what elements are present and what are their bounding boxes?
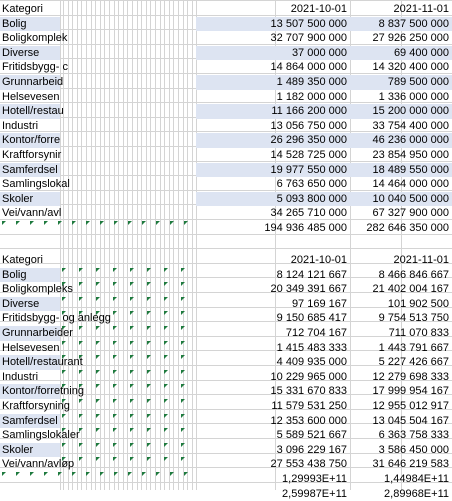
error-indicator-icon: [62, 428, 66, 432]
error-indicator-icon: [128, 472, 132, 476]
error-indicator-icon: [164, 311, 168, 315]
error-indicator-icon: [96, 341, 100, 345]
total-cell-1[interactable]: 194 936 485 000: [264, 222, 347, 234]
error-indicator-icon: [147, 297, 151, 301]
total-cell-2[interactable]: 2,89968E+11: [384, 487, 449, 500]
error-indicator-icon: [2, 472, 6, 476]
error-indicator-icon: [181, 326, 185, 330]
value-cell-2[interactable]: 789 500 000: [350, 75, 452, 90]
table-row[interactable]: [0, 370, 452, 385]
error-indicator-icon: [147, 384, 151, 388]
category-cell[interactable]: Bolig: [0, 17, 60, 32]
value-cell-2[interactable]: 18 489 550 000: [350, 163, 452, 178]
error-indicator-icon: [62, 355, 66, 359]
value-cell-1[interactable]: 12 353 600 000: [270, 414, 347, 427]
error-indicator-icon: [79, 414, 83, 418]
value-cell-2[interactable]: 101 902 500: [387, 297, 449, 310]
table-row[interactable]: [0, 399, 452, 414]
error-indicator-icon: [184, 472, 188, 476]
error-indicator-icon: [147, 326, 151, 330]
error-indicator-icon: [100, 472, 104, 476]
value-cell-1[interactable]: 27 553 438 750: [270, 458, 347, 471]
error-indicator-icon: [147, 311, 151, 315]
category-cell[interactable]: Diverse: [0, 46, 60, 61]
error-indicator-icon: [156, 221, 160, 225]
error-indicator-icon: [113, 282, 117, 286]
value-cell-2[interactable]: 23 854 950 000: [372, 149, 449, 161]
value-cell-2[interactable]: 14 320 400 000: [372, 61, 449, 74]
error-indicator-icon: [130, 443, 134, 447]
error-indicator-icon: [79, 370, 83, 374]
error-indicator-icon: [79, 457, 83, 461]
error-indicator-icon: [128, 221, 132, 225]
value-cell-2[interactable]: 9 754 513 750: [378, 312, 449, 325]
value-cell-2[interactable]: 31 646 219 583: [372, 458, 449, 471]
error-indicator-icon: [164, 355, 168, 359]
table-row[interactable]: [0, 104, 452, 119]
value-cell-2[interactable]: 17 999 954 167: [372, 385, 449, 398]
value-cell-1[interactable]: 37 000 000: [196, 46, 350, 61]
category-cell[interactable]: Grunnarbeider: [2, 327, 73, 339]
header-row[interactable]: [0, 2, 452, 17]
error-indicator-icon: [130, 268, 134, 272]
error-indicator-icon: [96, 399, 100, 403]
category-cell[interactable]: Kontor/forre: [2, 134, 61, 147]
error-indicator-icon: [164, 297, 168, 301]
error-indicator-icon: [62, 282, 66, 286]
error-indicator-icon: [130, 457, 134, 461]
error-indicator-icon: [62, 443, 66, 447]
error-indicator-icon: [113, 326, 117, 330]
error-indicator-icon: [164, 282, 168, 286]
error-indicator-icon: [62, 341, 66, 345]
error-indicator-icon: [96, 384, 100, 388]
error-indicator-icon: [79, 355, 83, 359]
table-row[interactable]: [0, 443, 452, 458]
category-cell[interactable]: Samlingslokaler: [2, 429, 80, 442]
error-indicator-icon: [86, 221, 90, 225]
table-row[interactable]: [0, 384, 452, 399]
error-indicator-icon: [147, 414, 151, 418]
table-row[interactable]: [0, 119, 452, 134]
table-row[interactable]: [0, 326, 452, 341]
error-indicator-icon: [113, 399, 117, 403]
table-row[interactable]: [0, 60, 452, 75]
category-cell[interactable]: Diverse: [0, 297, 60, 312]
error-indicator-icon: [62, 370, 66, 374]
error-indicator-icon: [170, 472, 174, 476]
category-cell[interactable]: Hotell/restaurant: [2, 356, 83, 369]
error-indicator-icon: [181, 370, 185, 374]
table-row[interactable]: [0, 17, 452, 32]
error-indicator-icon: [130, 414, 134, 418]
category-cell[interactable]: Kraftforsynir: [2, 149, 62, 161]
table-row[interactable]: [0, 282, 452, 297]
error-indicator-icon: [79, 341, 83, 345]
error-indicator-icon: [79, 311, 83, 315]
error-indicator-icon: [96, 326, 100, 330]
table-row[interactable]: [0, 133, 452, 148]
category-cell[interactable]: Kraftforsyning: [2, 400, 70, 412]
category-cell[interactable]: Fritidsbygg- og anlegg: [2, 312, 111, 325]
category-cell[interactable]: Samferdsel: [0, 163, 60, 178]
value-cell-1[interactable]: 26 296 350 000: [196, 133, 350, 148]
header-date-2[interactable]: 2021-11-01: [393, 254, 449, 266]
error-indicator-icon: [96, 443, 100, 447]
gridline-horizontal: [0, 0, 452, 1]
error-indicator-icon: [62, 326, 66, 330]
error-indicator-icon: [86, 472, 90, 476]
category-cell[interactable]: Kontor/forretning: [2, 385, 84, 398]
table-row[interactable]: [0, 341, 452, 356]
table-row[interactable]: [0, 355, 452, 370]
table-row[interactable]: [0, 414, 452, 429]
error-indicator-icon: [130, 341, 134, 345]
error-indicator-icon: [113, 341, 117, 345]
value-cell-2[interactable]: 14 464 000 000: [372, 178, 449, 191]
error-indicator-icon: [62, 399, 66, 403]
error-indicator-icon: [130, 428, 134, 432]
value-cell-1[interactable]: 6 763 650 000: [276, 178, 347, 191]
error-indicator-icon: [79, 384, 83, 388]
table-row[interactable]: [0, 148, 452, 163]
header-row[interactable]: [0, 253, 452, 268]
error-indicator-icon: [44, 472, 48, 476]
value-cell-1[interactable]: 712 704 167: [285, 327, 347, 339]
error-indicator-icon: [142, 221, 146, 225]
value-cell-1[interactable]: 13 056 750 000: [270, 119, 347, 132]
table-row[interactable]: [0, 75, 452, 90]
total-row[interactable]: [0, 472, 452, 487]
category-cell[interactable]: Boligkompleks: [2, 283, 73, 296]
error-indicator-icon: [142, 472, 146, 476]
value-cell-2[interactable]: 69 400 000: [350, 46, 452, 61]
error-indicator-icon: [79, 282, 83, 286]
table-row[interactable]: [0, 192, 452, 207]
error-indicator-icon: [113, 384, 117, 388]
value-cell-1[interactable]: 15 331 670 833: [270, 385, 347, 398]
error-indicator-icon: [181, 414, 185, 418]
value-cell-2[interactable]: 10 040 500 000: [350, 192, 452, 207]
error-indicator-icon: [79, 268, 83, 272]
category-cell[interactable]: Helsevesen: [2, 341, 60, 354]
table-row[interactable]: [0, 177, 452, 192]
category-cell[interactable]: Boligkomplek: [2, 32, 68, 45]
category-cell[interactable]: Samferdsel: [0, 414, 60, 429]
error-indicator-icon: [147, 457, 151, 461]
error-indicator-icon: [113, 311, 117, 315]
error-indicator-icon: [164, 370, 168, 374]
value-cell-1[interactable]: 1 415 483 333: [276, 341, 347, 354]
header-date-2[interactable]: 2021-11-01: [393, 3, 449, 15]
error-indicator-icon: [62, 297, 66, 301]
error-indicator-icon: [156, 472, 160, 476]
value-cell-1[interactable]: 97 169 167: [291, 297, 347, 310]
category-cell[interactable]: Bolig: [0, 268, 60, 283]
value-cell-2[interactable]: 8 837 500 000: [350, 17, 452, 32]
value-cell-1[interactable]: 34 265 710 000: [270, 207, 347, 220]
error-indicator-icon: [181, 355, 185, 359]
value-cell-2[interactable]: 1 336 000 000: [378, 90, 449, 103]
category-cell[interactable]: Industri: [2, 370, 39, 383]
error-indicator-icon: [79, 443, 83, 447]
value-cell-1[interactable]: 8 124 121 667: [276, 268, 347, 281]
value-cell-1[interactable]: 9 150 685 417: [276, 312, 347, 325]
error-indicator-icon: [30, 472, 34, 476]
error-indicator-icon: [62, 384, 66, 388]
error-indicator-icon: [44, 221, 48, 225]
error-indicator-icon: [181, 282, 185, 286]
error-indicator-icon: [96, 268, 100, 272]
error-indicator-icon: [181, 268, 185, 272]
error-indicator-icon: [114, 221, 118, 225]
error-indicator-icon: [147, 399, 151, 403]
error-indicator-icon: [147, 268, 151, 272]
error-indicator-icon: [113, 428, 117, 432]
value-cell-1[interactable]: 11 166 200 000: [196, 104, 350, 119]
error-indicator-icon: [16, 221, 20, 225]
error-indicator-icon: [164, 326, 168, 330]
error-indicator-icon: [113, 457, 117, 461]
error-indicator-icon: [113, 443, 117, 447]
header-category[interactable]: Kategori: [2, 3, 43, 15]
error-indicator-icon: [16, 472, 20, 476]
error-indicator-icon: [130, 355, 134, 359]
error-indicator-icon: [164, 399, 168, 403]
error-indicator-icon: [130, 384, 134, 388]
error-indicator-icon: [30, 221, 34, 225]
error-indicator-icon: [2, 221, 6, 225]
error-indicator-icon: [130, 326, 134, 330]
value-cell-1[interactable]: 20 349 391 667: [270, 283, 347, 296]
error-indicator-icon: [164, 384, 168, 388]
error-indicator-icon: [164, 341, 168, 345]
category-cell[interactable]: Grunnarbeid: [2, 76, 64, 88]
total-row[interactable]: [0, 221, 452, 236]
category-cell[interactable]: Vei/vann/avløp: [2, 458, 75, 471]
total-cell-2[interactable]: 282 646 350 000: [366, 222, 449, 234]
error-indicator-icon: [170, 221, 174, 225]
value-cell-2[interactable]: 3 586 450 000: [378, 443, 449, 456]
value-cell-2[interactable]: 12 279 698 333: [372, 370, 449, 383]
total-cell-2[interactable]: 1,44984E+11: [384, 473, 449, 485]
error-indicator-icon: [181, 399, 185, 403]
error-indicator-icon: [181, 457, 185, 461]
value-cell-1[interactable]: 5 093 800 000: [196, 192, 350, 207]
value-cell-2[interactable]: 15 200 000 000: [350, 104, 452, 119]
error-indicator-icon: [72, 221, 76, 225]
value-cell-2[interactable]: 711 070 833: [388, 327, 449, 339]
error-indicator-icon: [181, 443, 185, 447]
total-cell-1[interactable]: 1,29993E+11: [282, 473, 347, 485]
error-indicator-icon: [62, 457, 66, 461]
value-cell-1[interactable]: 1 489 350 000: [196, 75, 350, 90]
error-indicator-icon: [164, 428, 168, 432]
error-indicator-icon: [130, 311, 134, 315]
value-cell-2[interactable]: 13 045 504 167: [372, 414, 449, 427]
error-indicator-icon: [79, 326, 83, 330]
error-indicator-icon: [113, 414, 117, 418]
header-date-1[interactable]: 2021-10-01: [290, 254, 347, 266]
value-cell-2[interactable]: 8 466 846 667: [378, 268, 449, 281]
gridline-horizontal: [0, 248, 452, 249]
error-indicator-icon: [58, 472, 62, 476]
value-cell-1[interactable]: 3 096 229 167: [276, 443, 347, 456]
table-row[interactable]: [0, 311, 452, 326]
error-indicator-icon: [96, 457, 100, 461]
table-row[interactable]: [0, 457, 452, 472]
error-indicator-icon: [96, 355, 100, 359]
table-row[interactable]: [0, 46, 452, 61]
value-cell-2[interactable]: 12 955 012 917: [372, 400, 449, 412]
error-indicator-icon: [79, 297, 83, 301]
error-indicator-icon: [147, 355, 151, 359]
category-cell[interactable]: Fritidsbygg- c: [2, 61, 69, 74]
error-indicator-icon: [62, 311, 66, 315]
value-cell-1[interactable]: 5 589 521 667: [276, 429, 347, 442]
value-cell-1[interactable]: 32 707 900 000: [270, 32, 347, 45]
category-cell[interactable]: Helsevesen: [2, 90, 60, 103]
error-indicator-icon: [96, 282, 100, 286]
value-cell-2[interactable]: 27 926 250 000: [372, 32, 449, 45]
error-indicator-icon: [130, 370, 134, 374]
error-indicator-icon: [113, 268, 117, 272]
error-indicator-icon: [130, 282, 134, 286]
error-indicator-icon: [147, 341, 151, 345]
error-indicator-icon: [96, 428, 100, 432]
category-cell[interactable]: Samlingslokal: [2, 178, 70, 191]
header-category[interactable]: Kategori: [2, 254, 43, 266]
error-indicator-icon: [181, 341, 185, 345]
error-indicator-icon: [96, 311, 100, 315]
error-indicator-icon: [79, 428, 83, 432]
value-cell-1[interactable]: 10 229 965 000: [270, 370, 347, 383]
table-row[interactable]: [0, 163, 452, 178]
error-indicator-icon: [130, 399, 134, 403]
error-indicator-icon: [62, 268, 66, 272]
header-date-1[interactable]: 2021-10-01: [290, 3, 347, 15]
error-indicator-icon: [181, 311, 185, 315]
category-cell[interactable]: Industri: [2, 119, 39, 132]
value-cell-2[interactable]: 46 236 000 000: [350, 133, 452, 148]
total-row[interactable]: [0, 487, 452, 501]
value-cell-2[interactable]: 5 227 426 667: [378, 356, 449, 369]
error-indicator-icon: [164, 443, 168, 447]
table-row[interactable]: [0, 268, 452, 283]
error-indicator-icon: [147, 428, 151, 432]
error-indicator-icon: [96, 297, 100, 301]
error-indicator-icon: [58, 221, 62, 225]
error-indicator-icon: [113, 370, 117, 374]
error-indicator-icon: [181, 297, 185, 301]
value-cell-2[interactable]: 1 443 791 667: [378, 341, 449, 354]
value-cell-1[interactable]: 11 579 531 250: [271, 400, 347, 412]
error-indicator-icon: [96, 370, 100, 374]
value-cell-1[interactable]: 19 977 550 000: [196, 163, 350, 178]
error-indicator-icon: [184, 221, 188, 225]
error-indicator-icon: [164, 268, 168, 272]
value-cell-2[interactable]: 21 402 004 167: [372, 283, 449, 296]
error-indicator-icon: [164, 414, 168, 418]
table-row[interactable]: [0, 297, 452, 312]
category-cell[interactable]: Hotell/restau: [2, 105, 64, 118]
value-cell-2[interactable]: 6 363 758 333: [378, 429, 449, 442]
value-cell-2[interactable]: 67 327 900 000: [372, 207, 449, 220]
category-cell[interactable]: Skoler: [0, 443, 60, 458]
error-indicator-icon: [62, 414, 66, 418]
error-indicator-icon: [96, 414, 100, 418]
error-indicator-icon: [147, 443, 151, 447]
total-cell-1[interactable]: 2,59987E+11: [282, 487, 347, 500]
category-cell[interactable]: Skoler: [0, 192, 60, 207]
error-indicator-icon: [113, 297, 117, 301]
error-indicator-icon: [130, 297, 134, 301]
error-indicator-icon: [147, 370, 151, 374]
error-indicator-icon: [79, 399, 83, 403]
error-indicator-icon: [181, 428, 185, 432]
value-cell-2[interactable]: 33 754 400 000: [372, 119, 449, 132]
error-indicator-icon: [164, 457, 168, 461]
value-cell-1[interactable]: 13 507 500 000: [196, 17, 350, 32]
error-indicator-icon: [147, 282, 151, 286]
category-cell[interactable]: Vei/vann/avl: [2, 207, 62, 220]
table-row[interactable]: [0, 206, 452, 221]
value-cell-1[interactable]: 14 528 725 000: [270, 149, 347, 161]
table-row[interactable]: [0, 31, 452, 46]
table-row[interactable]: [0, 90, 452, 105]
table-row[interactable]: [0, 428, 452, 443]
error-indicator-icon: [181, 384, 185, 388]
value-cell-1[interactable]: 14 864 000 000: [270, 61, 347, 74]
error-indicator-icon: [100, 221, 104, 225]
error-indicator-icon: [113, 355, 117, 359]
value-cell-1[interactable]: 1 182 000 000: [276, 90, 347, 103]
value-cell-1[interactable]: 4 409 935 000: [276, 356, 347, 369]
error-indicator-icon: [72, 472, 76, 476]
error-indicator-icon: [114, 472, 118, 476]
